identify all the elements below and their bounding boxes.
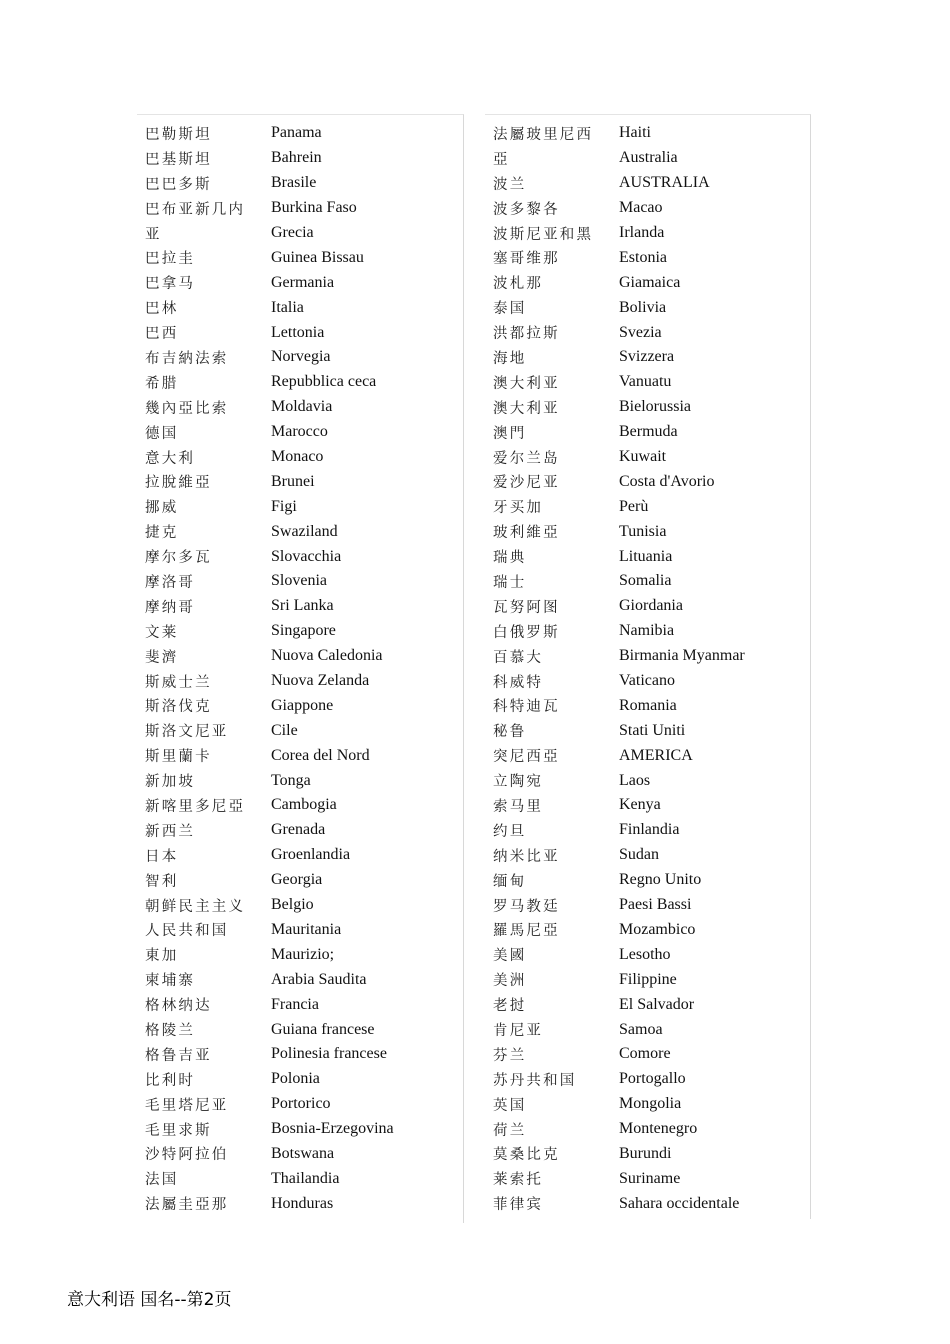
table-row <box>137 295 463 320</box>
chinese-country-name: 波兰 <box>493 176 527 193</box>
italian-country-name: Romania <box>619 696 677 714</box>
table-row <box>137 594 463 619</box>
italian-country-name: Bermuda <box>619 423 678 441</box>
italian-country-name: Groenlandia <box>271 846 351 864</box>
table-row <box>485 1067 810 1092</box>
chinese-country-name: 美國 <box>493 948 527 965</box>
italian-country-name: Giordania <box>619 597 683 615</box>
italian-country-name: Estonia <box>619 248 667 266</box>
italian-country-name: Giappone <box>271 696 334 714</box>
chinese-country-name: 巴巴多斯 <box>145 176 212 193</box>
italian-country-name: Nuova Zelanda <box>271 672 370 690</box>
chinese-country-name: 缅甸 <box>493 873 527 890</box>
chinese-country-name: 格鲁吉亚 <box>145 1047 212 1064</box>
italian-country-name: Marocco <box>271 423 328 441</box>
chinese-country-name: 智利 <box>145 873 179 890</box>
table-row <box>485 196 810 221</box>
chinese-country-name: 日本 <box>145 848 179 865</box>
italian-country-name: Nuova Caledonia <box>271 647 383 665</box>
chinese-country-name: 菲律宾 <box>493 1197 544 1214</box>
chinese-country-name: 新加坡 <box>145 774 196 791</box>
italian-country-name: Lesotho <box>619 945 671 963</box>
italian-country-name: Belgio <box>271 896 314 914</box>
italian-country-name: Burundi <box>619 1144 672 1162</box>
table-row <box>137 270 463 295</box>
italian-country-name: Regno Unito <box>619 871 702 889</box>
left-country-table <box>137 114 464 1223</box>
italian-country-name: Brunei <box>271 472 315 490</box>
table-row <box>137 245 463 270</box>
chinese-country-name: 斯里蘭卡 <box>145 749 212 766</box>
chinese-country-name: 澳大利亚 <box>493 375 560 392</box>
chinese-country-name: 秘鲁 <box>493 724 527 741</box>
italian-country-name: Burkina Faso <box>271 199 357 217</box>
chinese-country-name: 立陶宛 <box>493 774 544 791</box>
chinese-country-name: 苏丹共和国 <box>493 1072 577 1089</box>
chinese-country-name: 索马里 <box>493 798 544 815</box>
table-row <box>137 146 463 171</box>
chinese-country-name: 毛里塔尼亚 <box>145 1097 229 1114</box>
italian-country-name: Polinesia francese <box>271 1045 387 1063</box>
chinese-country-name: 莱索托 <box>493 1172 544 1189</box>
chinese-country-name: 巴勒斯坦 <box>145 126 212 143</box>
table-row <box>485 843 810 868</box>
chinese-country-name: 巴基斯坦 <box>145 151 212 168</box>
table-row <box>485 818 810 843</box>
table-row <box>485 569 810 594</box>
table-row <box>137 942 463 967</box>
italian-country-name: Honduras <box>271 1194 334 1212</box>
chinese-country-name: 摩洛哥 <box>145 574 196 591</box>
chinese-country-name: 白俄罗斯 <box>493 624 560 641</box>
table-row <box>485 121 810 146</box>
italian-country-name: El Salvador <box>619 995 695 1013</box>
chinese-country-name: 洪都拉斯 <box>493 326 560 343</box>
italian-country-name: Bahrein <box>271 149 322 167</box>
table-row <box>137 967 463 992</box>
chinese-country-name: 朝鲜民主主义 <box>145 898 246 915</box>
chinese-country-name: 摩纳哥 <box>145 599 196 616</box>
chinese-country-name: 毛里求斯 <box>145 1122 212 1139</box>
table-row <box>485 270 810 295</box>
italian-country-name: Comore <box>619 1045 671 1063</box>
italian-country-name: Giamaica <box>619 273 681 291</box>
table-row <box>485 395 810 420</box>
table-row <box>485 1042 810 1067</box>
chinese-country-name: 巴林 <box>145 301 179 318</box>
table-row <box>485 918 810 943</box>
chinese-country-name: 纳米比亚 <box>493 848 560 865</box>
table-row <box>137 494 463 519</box>
chinese-country-name: 沙特阿拉伯 <box>145 1147 229 1164</box>
table-row <box>137 843 463 868</box>
chinese-country-name: 老挝 <box>493 998 527 1015</box>
chinese-country-name: 格陵兰 <box>145 1023 196 1039</box>
italian-country-name: Costa d'Avorio <box>619 472 715 490</box>
chinese-country-name: 肯尼亚 <box>493 1023 544 1039</box>
table-row <box>485 693 810 718</box>
chinese-country-name: 海地 <box>493 350 527 367</box>
chinese-country-name: 挪威 <box>145 500 179 517</box>
italian-country-name: Samoa <box>619 1020 663 1038</box>
table-row <box>485 295 810 320</box>
italian-country-name: Guinea Bissau <box>271 248 364 266</box>
italian-country-name: Portorico <box>271 1095 331 1113</box>
italian-country-name: Italia <box>271 298 304 316</box>
italian-country-name: Mongolia <box>619 1095 682 1113</box>
chinese-country-name: 希腊 <box>145 375 179 392</box>
italian-country-name: Botswana <box>271 1144 335 1162</box>
chinese-country-name: 亞 <box>493 151 510 168</box>
chinese-country-name: 泰国 <box>493 301 527 318</box>
italian-country-name: Kenya <box>619 796 661 814</box>
chinese-country-name: 斯洛文尼亚 <box>145 724 229 741</box>
table-row <box>485 992 810 1017</box>
italian-country-name: Corea del Nord <box>271 746 370 764</box>
italian-country-name: Suriname <box>619 1169 681 1187</box>
right-country-table <box>485 114 811 1219</box>
table-row <box>485 544 810 569</box>
table-row <box>137 420 463 445</box>
italian-country-name: Bielorussia <box>619 398 691 416</box>
italian-country-name: Sahara occidentale <box>619 1194 740 1212</box>
chinese-country-name: 波多黎各 <box>493 201 560 218</box>
italian-country-name: Laos <box>619 771 651 789</box>
table-row <box>485 619 810 644</box>
chinese-country-name: 百慕大 <box>493 649 544 666</box>
italian-country-name: Bolivia <box>619 298 667 316</box>
table-row <box>137 395 463 420</box>
table-row <box>485 768 810 793</box>
chinese-country-name: 约旦 <box>493 823 527 840</box>
chinese-country-name: 荷兰 <box>493 1122 527 1139</box>
table-row <box>485 669 810 694</box>
chinese-country-name: 柬埔寨 <box>145 973 196 990</box>
italian-country-name: Figi <box>271 497 297 515</box>
table-row <box>137 644 463 669</box>
table-row <box>137 445 463 470</box>
table-row <box>485 893 810 918</box>
table-row <box>137 1142 463 1167</box>
italian-country-name: Slovacchia <box>271 547 342 565</box>
table-row <box>137 743 463 768</box>
table-row <box>137 1042 463 1067</box>
table-row <box>485 171 810 196</box>
italian-country-name: Namibia <box>619 622 675 640</box>
italian-country-name: Slovenia <box>271 572 327 590</box>
italian-country-name: Filippine <box>619 970 677 988</box>
italian-country-name: Montenegro <box>619 1120 698 1138</box>
table-row <box>137 345 463 370</box>
chinese-country-name: 芬兰 <box>493 1047 527 1064</box>
chinese-country-name: 斐濟 <box>145 649 179 666</box>
table-row <box>485 1092 810 1117</box>
italian-country-name: Mauritania <box>271 920 342 938</box>
italian-country-name: Repubblica ceca <box>271 373 377 391</box>
chinese-country-name: 德国 <box>145 425 179 442</box>
chinese-country-name: 澳門 <box>493 425 527 442</box>
table-row <box>485 793 810 818</box>
table-row <box>137 1092 463 1117</box>
italian-country-name: Polonia <box>271 1070 320 1088</box>
table-row <box>485 420 810 445</box>
table-row <box>485 967 810 992</box>
table-row <box>137 619 463 644</box>
italian-country-name: Grenada <box>271 821 326 839</box>
chinese-country-name: 亚 <box>145 226 162 243</box>
italian-country-name: Svezia <box>619 323 662 341</box>
chinese-country-name: 玻利維亞 <box>493 525 560 542</box>
italian-country-name: Monaco <box>271 448 324 466</box>
table-row <box>137 669 463 694</box>
chinese-country-name: 新西兰 <box>145 823 196 840</box>
italian-country-name: Cambogia <box>271 796 337 814</box>
italian-country-name: Swaziland <box>271 522 338 540</box>
chinese-country-name: 爱沙尼亚 <box>493 475 560 492</box>
table-row <box>485 445 810 470</box>
table-row <box>485 1117 810 1142</box>
table-row <box>137 469 463 494</box>
italian-country-name: Kuwait <box>619 448 667 466</box>
italian-country-name: Paesi Bassi <box>619 896 692 914</box>
italian-country-name: Guiana francese <box>271 1020 375 1038</box>
table-row <box>485 494 810 519</box>
table-row <box>137 171 463 196</box>
chinese-country-name: 新喀里多尼亞 <box>145 798 246 815</box>
italian-country-name: Haiti <box>619 124 651 142</box>
italian-country-name: Stati Uniti <box>619 721 686 739</box>
italian-country-name: Georgia <box>271 871 323 889</box>
chinese-country-name: 美洲 <box>493 973 527 990</box>
chinese-country-name: 意大利 <box>145 450 196 467</box>
table-row <box>137 569 463 594</box>
chinese-country-name: 澳大利亚 <box>493 400 560 417</box>
table-row <box>137 1017 463 1042</box>
italian-country-name: AUSTRALIA <box>619 174 710 192</box>
italian-country-name: Macao <box>619 199 663 217</box>
table-row <box>137 544 463 569</box>
table-row <box>137 868 463 893</box>
italian-country-name: Grecia <box>271 224 314 241</box>
chinese-country-name: 巴拉圭 <box>145 251 196 268</box>
chinese-country-name: 布吉納法索 <box>145 350 229 367</box>
table-row <box>485 743 810 768</box>
chinese-country-name: 巴拿马 <box>145 276 196 293</box>
italian-country-name: Vaticano <box>619 672 675 690</box>
italian-country-name: Francia <box>271 995 319 1013</box>
chinese-country-name: 瓦努阿图 <box>493 599 560 616</box>
chinese-country-name: 爱尔兰岛 <box>493 450 560 467</box>
table-row <box>137 370 463 395</box>
chinese-country-name: 斯威士兰 <box>145 674 212 691</box>
table-row <box>485 245 810 270</box>
chinese-country-name: 法国 <box>145 1172 179 1189</box>
italian-country-name: Singapore <box>271 622 336 640</box>
table-row <box>485 942 810 967</box>
table-row <box>137 1067 463 1092</box>
italian-country-name: Cile <box>271 721 298 739</box>
italian-country-name: Lituania <box>619 547 673 565</box>
table-row <box>137 793 463 818</box>
table-row <box>137 121 463 146</box>
table-row <box>137 1117 463 1142</box>
italian-country-name: Tonga <box>271 771 311 789</box>
table-row <box>137 1166 463 1191</box>
chinese-country-name: 塞哥维那 <box>493 251 560 268</box>
table-row <box>485 644 810 669</box>
italian-country-name: Moldavia <box>271 398 333 416</box>
chinese-country-name: 羅馬尼亞 <box>493 923 560 940</box>
table-row <box>485 370 810 395</box>
italian-country-name: Australia <box>619 149 678 167</box>
chinese-country-name: 牙买加 <box>493 500 544 517</box>
table-row <box>137 818 463 843</box>
italian-country-name: Lettonia <box>271 323 325 341</box>
chinese-country-name: 突尼西亞 <box>493 749 560 766</box>
chinese-country-name: 比利时 <box>145 1072 196 1089</box>
chinese-country-name: 幾內亞比索 <box>145 400 229 417</box>
italian-country-name: Mozambico <box>619 920 696 938</box>
chinese-country-name: 波斯尼亚和黑 <box>493 226 594 243</box>
table-row <box>137 992 463 1017</box>
table-row <box>485 1166 810 1191</box>
table-row <box>485 1142 810 1167</box>
italian-country-name: Maurizio; <box>271 945 335 963</box>
table-row <box>485 718 810 743</box>
italian-country-name: Perù <box>619 497 649 515</box>
table-row <box>137 1191 463 1216</box>
table-row <box>137 918 463 943</box>
table-row <box>485 469 810 494</box>
italian-country-name: Germania <box>271 273 335 291</box>
chinese-country-name: 瑞典 <box>493 550 527 567</box>
italian-country-name: Arabia Saudita <box>271 970 367 988</box>
table-row <box>485 1191 810 1216</box>
chinese-country-name: 摩尔多瓦 <box>145 550 212 567</box>
italian-country-name: Finlandia <box>619 821 680 839</box>
chinese-country-name: 文莱 <box>145 624 179 641</box>
table-row <box>137 519 463 544</box>
italian-country-name: Sudan <box>619 846 659 864</box>
table-row <box>485 1017 810 1042</box>
chinese-country-name: 罗马教廷 <box>493 898 560 915</box>
table-row <box>485 868 810 893</box>
italian-country-name: Brasile <box>271 174 317 192</box>
table-row <box>137 320 463 345</box>
chinese-country-name: 人民共和国 <box>145 923 229 940</box>
table-row <box>485 221 810 246</box>
chinese-country-name: 科特迪瓦 <box>493 699 560 716</box>
chinese-country-name: 斯洛伐克 <box>145 699 212 716</box>
italian-country-name: Sri Lanka <box>271 597 334 615</box>
italian-country-name: Thailandia <box>271 1169 340 1187</box>
chinese-country-name: 格林纳达 <box>145 998 212 1015</box>
table-row <box>137 718 463 743</box>
chinese-country-name: 英国 <box>493 1097 527 1114</box>
table-row <box>485 320 810 345</box>
page-footer: 意大利语 国名--第2页 <box>67 1290 232 1310</box>
table-row <box>485 594 810 619</box>
italian-country-name: Bosnia-Erzegovina <box>271 1120 394 1138</box>
table-row <box>137 221 463 246</box>
chinese-country-name: 波札那 <box>493 276 544 293</box>
italian-country-name: Norvegia <box>271 348 331 366</box>
italian-country-name: Irlanda <box>619 224 665 241</box>
italian-country-name: Tunisia <box>619 522 667 540</box>
table-row <box>137 768 463 793</box>
chinese-country-name: 巴布亚新几内 <box>145 201 246 218</box>
italian-country-name: Panama <box>271 124 322 142</box>
table-row <box>485 345 810 370</box>
italian-country-name: Svizzera <box>619 348 675 366</box>
table-row <box>137 893 463 918</box>
table-row <box>485 519 810 544</box>
italian-country-name: AMERICA <box>619 746 693 764</box>
italian-country-name: Portogallo <box>619 1070 686 1088</box>
chinese-country-name: 瑞士 <box>493 574 527 591</box>
chinese-country-name: 法屬玻里尼西 <box>493 126 594 143</box>
chinese-country-name: 拉脫維亞 <box>145 475 212 492</box>
right-rows <box>485 115 810 1216</box>
table-row <box>137 693 463 718</box>
italian-country-name: Somalia <box>619 572 672 590</box>
chinese-country-name: 莫桑比克 <box>493 1147 560 1164</box>
left-rows <box>137 115 463 1216</box>
chinese-country-name: 東加 <box>145 948 179 965</box>
italian-country-name: Vanuatu <box>619 373 672 391</box>
italian-country-name: Birmania Myanmar <box>619 647 745 665</box>
chinese-country-name: 捷克 <box>145 525 179 542</box>
chinese-country-name: 法屬圭亞那 <box>145 1197 229 1214</box>
chinese-country-name: 巴西 <box>145 326 179 343</box>
chinese-country-name: 科威特 <box>493 674 544 691</box>
table-row <box>485 146 810 171</box>
table-row <box>137 196 463 221</box>
